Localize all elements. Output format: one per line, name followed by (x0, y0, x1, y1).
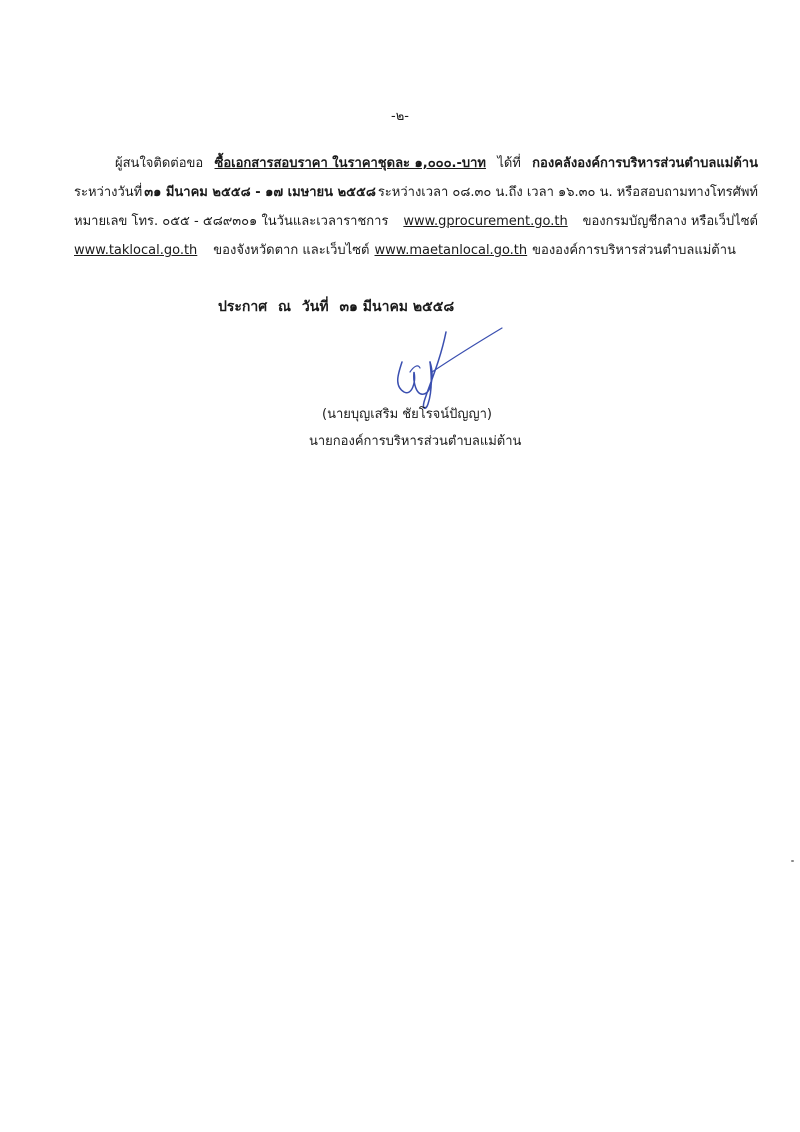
paragraph-line-4 (74, 239, 758, 268)
announcement-date-line (218, 296, 460, 318)
paragraph-line-2 (74, 181, 758, 210)
sao-text: ขององค์การบริหารส่วนตำบลแม่ต้าน (532, 243, 736, 258)
period-dates: ๓๑ มีนาคม ๒๕๕๘ - ๑๗ เมษายน ๒๕๕๘ (144, 185, 376, 200)
province-text: ของจังหวัดตาก และเว็บไซต์ (213, 243, 370, 258)
signer-title: นายกองค์การบริหารส่วนตำบลแม่ต้าน (309, 434, 522, 449)
signer-name: (นายบุญเสริม ชัยโรจน์ปัญญา) (322, 407, 492, 422)
paragraph-line-1 (74, 152, 758, 181)
announcement-paragraph (74, 152, 758, 268)
taklocal-link[interactable]: www.taklocal.go.th (74, 243, 198, 258)
phone-info: หมายเลข โทร. ๐๕๕ - ๕๘๙๓๐๑ ในวันและเวลาราชการ (74, 214, 389, 229)
maetanlocal-link[interactable]: www.maetanlocal.go.th (374, 243, 528, 258)
period-label: ระหว่างวันที่ (74, 185, 143, 200)
at-label: ได้ที่ (497, 156, 521, 171)
comptroller-text: ของกรมบัญชีกลาง หรือเว็ปไซต์ (582, 214, 758, 229)
announce-date: ๓๑ มีนาคม ๒๕๕๘ (339, 299, 455, 315)
page-number: -๒- (391, 109, 409, 124)
announce-at: ณ (278, 299, 292, 315)
document-price: ซื้อเอกสารสอบราคา ในราคาชุดละ ๑,๐๐๐.-บาท (214, 156, 487, 171)
paragraph-line-3 (74, 210, 758, 239)
scan-speck (791, 860, 794, 862)
office-hours: ระหว่างเวลา ๐๘.๓๐ น.ถึง เวลา ๑๖.๓๐ น. หรือสอบถามทางโทรศัพท์ (377, 185, 758, 200)
announce-prefix: ประกาศ (218, 299, 268, 315)
announce-day-label: วันที่ (301, 299, 329, 315)
contact-place: กองคลังองค์การบริหารส่วนตำบลแม่ต้าน (532, 156, 758, 171)
contact-lead: ผู้สนใจติดต่อขอ (115, 156, 204, 171)
gprocurement-link[interactable]: www.gprocurement.go.th (403, 214, 568, 229)
handwritten-signature (380, 322, 510, 414)
